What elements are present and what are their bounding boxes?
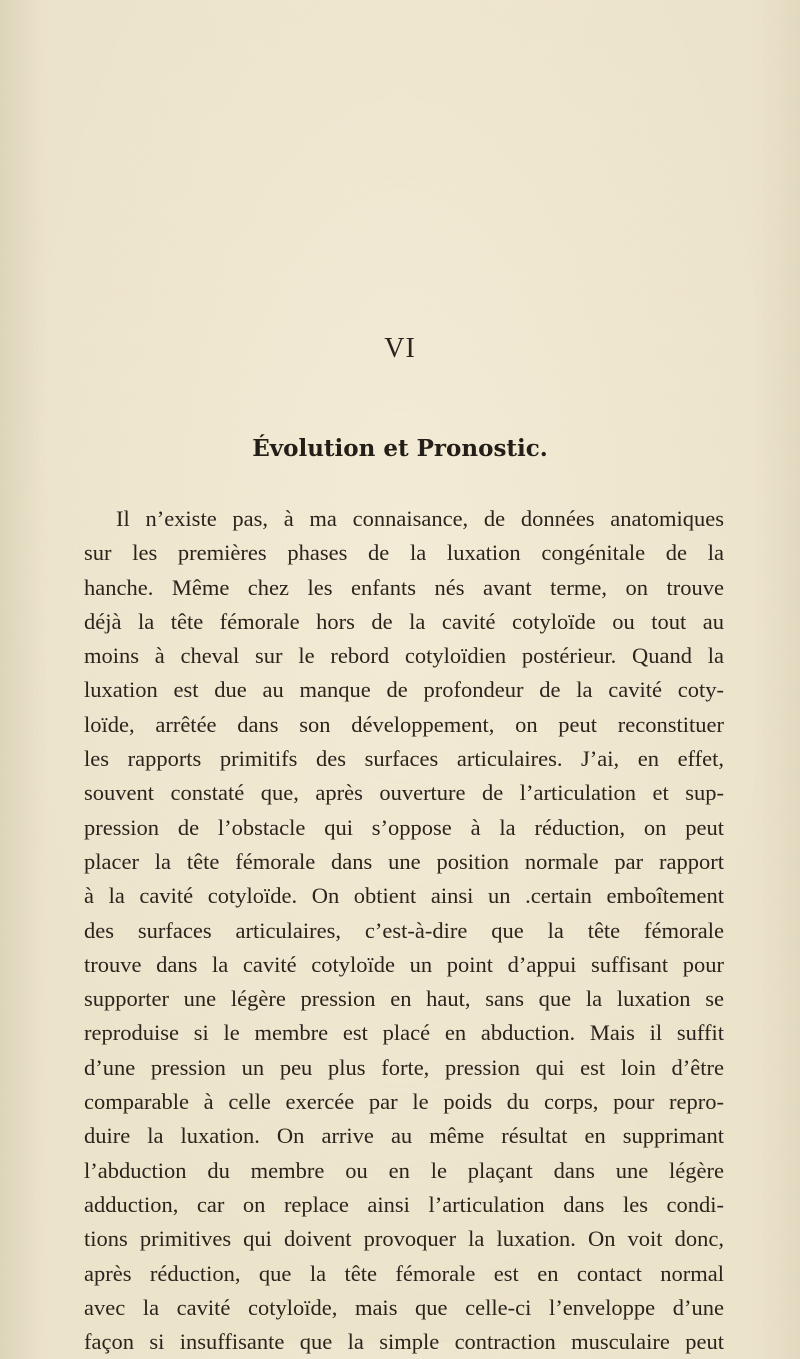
- text-line: sur les premières phases de la luxation congénitale de la: [84, 540, 724, 566]
- chapter-number: VI: [384, 333, 416, 364]
- body-paragraph: [84, 502, 724, 1359]
- text-line: après réduction, que la tête fémorale est en contact normal: [84, 1260, 724, 1286]
- text-line: pression de l’obstacle qui s’oppose à la réduction, on peut: [84, 814, 724, 840]
- text-line: avec la cavité cotyloïde, mais que celle-ci l’enveloppe d’une: [84, 1294, 724, 1320]
- text-line: adduction, car on replace ainsi l’articulation dans les condi-: [84, 1191, 724, 1217]
- text-line: moins à cheval sur le rebord cotyloïdien postérieur. Quand la: [84, 643, 724, 669]
- text-line: des surfaces articulaires, c’est-à-dire que la tête fémorale: [84, 917, 724, 943]
- text-line: déjà la tête fémorale hors de la cavité cotyloïde ou tout au: [84, 608, 724, 634]
- text-line: souvent constaté que, après ouverture de l’articulation et sup-: [84, 780, 724, 806]
- chapter-title: Évolution et Pronostic.: [252, 435, 548, 462]
- text-line: d’une pression un peu plus forte, pression qui est loin d’être: [84, 1054, 724, 1080]
- text-line: à la cavité cotyloïde. On obtient ainsi un .certain emboîtement: [84, 883, 724, 909]
- text-line: hanche. Même chez les enfants nés avant terme, on trouve: [84, 574, 724, 600]
- text-line: supporter une légère pression en haut, sans que la luxation se: [84, 986, 724, 1012]
- text-line: l’abduction du membre ou en le plaçant dans une légère: [84, 1157, 724, 1183]
- text-line: luxation est due au manque de profondeur de la cavité coty-: [84, 677, 724, 703]
- text-line: les rapports primitifs des surfaces articulaires. J’ai, en effet,: [84, 746, 724, 772]
- text-line: loïde, arrêtée dans son développement, on peut reconstituer: [84, 711, 724, 737]
- text-line: tions primitives qui doivent provoquer la luxation. On voit donc,: [84, 1226, 724, 1252]
- text-line: façon si insuffisante que la simple contraction musculaire peut: [84, 1329, 724, 1355]
- text-line: trouve dans la cavité cotyloïde un point d’appui suffisant pour: [84, 951, 724, 977]
- text-line: reproduise si le membre est placé en abduction. Mais il suffit: [84, 1020, 724, 1046]
- text-line: duire la luxation. On arrive au même résultat en supprimant: [84, 1123, 724, 1149]
- text-line: placer la tête fémorale dans une position normale par rapport: [84, 848, 724, 874]
- text-line: comparable à celle exercée par le poids du corps, pour repro-: [84, 1089, 724, 1115]
- text-line: Il n’existe pas, à ma connaisance, de données anatomiques: [116, 506, 724, 531]
